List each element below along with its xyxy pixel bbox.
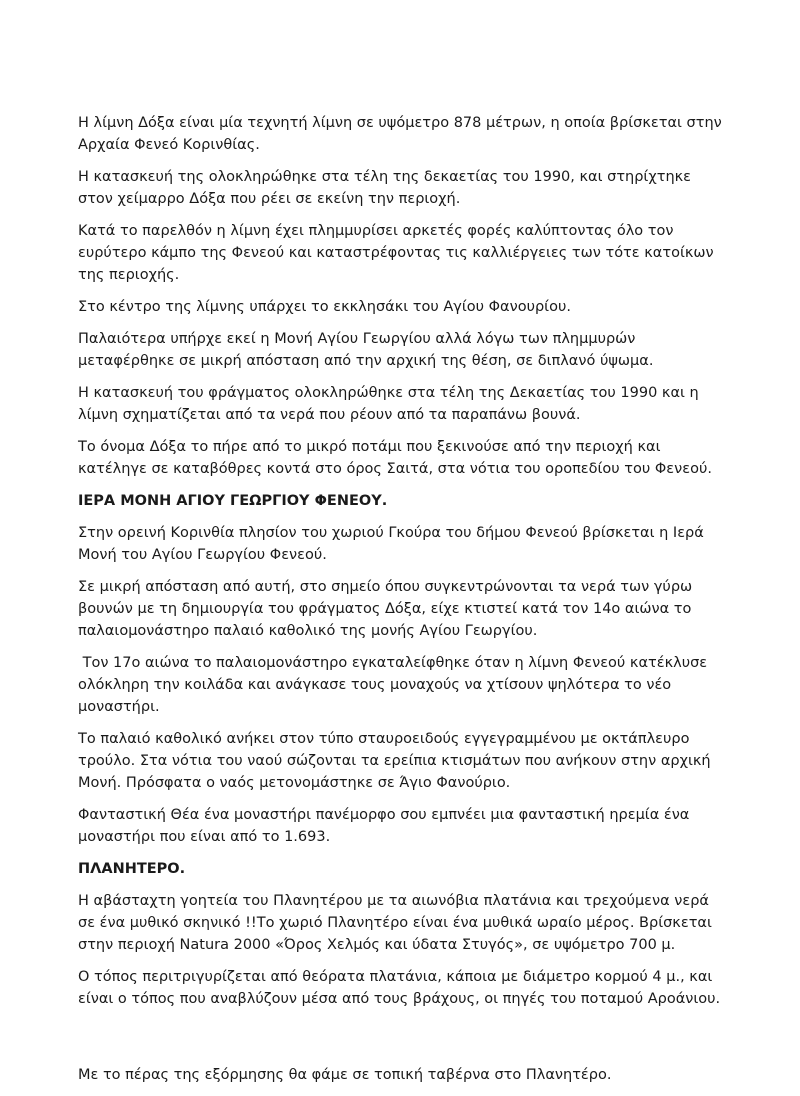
paragraph: Η λίμνη Δόξα είναι μία τεχνητή λίμνη σε υψόμετρο 878 μέτρων, η οποία βρίσκεται στην Αρχαία Φενεό Κορινθίας. xyxy=(78,115,722,153)
closing-paragraph: Με το πέρας της εξόρμησης θα φάμε σε τοπική ταβέρνα στο Πλανητέρο. xyxy=(78,1067,612,1083)
paragraph: Η κατασκευή της ολοκληρώθηκε στα τέλη της δεκαετίας του 1990, και στηρίχτηκε στον χείμαρρο Δόξα που ρέει σε εκείνη την περιοχή. xyxy=(78,169,692,207)
paragraph: Ο τόπος περιτριγυρίζεται από θεόρατα πλατάνια, κάποια με διάμετρο κορμού 4 μ., και είναι ο τόπος που αναβλύζουν μέσα από τους βράχους, οι πηγές του ποταμού Αροάνιου. xyxy=(78,969,721,1007)
paragraph: Το παλαιό καθολικό ανήκει στον τύπο σταυροειδούς εγγεγραμμένου με οκτάπλευρο τρούλο. Στα νότια του ναού σώζονται τα ερείπια κτισμάτων που ανήκουν στην αρχική Μονή. Πρόσφατα ο ναός μετονομάστηκε σε Άγιο Φανούριο. xyxy=(78,731,711,791)
paragraph: Το όνομα Δόξα το πήρε από το μικρό ποτάμι που ξεκινούσε από την περιοχή και κατέληγε σε καταβόθρες κοντά στο όρος Σαιτά, στα νότια του οροπεδίου του Φενεού. xyxy=(78,439,712,477)
paragraph: Η αβάσταχτη γοητεία του Πλανητέρου με τα αιωνόβια πλατάνια και τρεχούμενα νερά σε ένα μυθικό σκηνικό !!Το χωριό Πλανητέρο είναι ένα μυθικά ωραίο μέρος. Βρίσκεται στην περιοχή Natura 2000 «Όρος Χελμός και ύδατα Στυγός», σε υψόμετρο 700 μ. xyxy=(78,893,712,953)
paragraph: Η κατασκευή του φράγματος ολοκληρώθηκε στα τέλη της Δεκαετίας του 1990 και η λίμνη σχηματίζεται από τα νερά που ρέουν από τα παραπάνω βουνά. xyxy=(78,385,699,423)
paragraph: Τον 17ο αιώνα το παλαιομονάστηρο εγκαταλείφθηκε όταν η λίμνη Φενεού κατέκλυσε ολόκληρη την κοιλάδα και ανάγκασε τους μοναχούς να χτίσουν ψηλότερα το νέο μοναστήρι. xyxy=(78,655,712,715)
document-page xyxy=(78,112,728,1096)
paragraph: Στην ορεινή Κορινθία πλησίον του χωριού Γκούρα του δήμου Φενεού βρίσκεται η Ιερά Μονή του Αγίου Γεωργίου Φενεού. xyxy=(78,525,704,563)
paragraph: Κατά το παρελθόν η λίμνη έχει πλημμυρίσει αρκετές φορές καλύπτοντας όλο τον ευρύτερο κάμπο της Φενεού και καταστρέφοντας τις καλλιέργειες των τότε κατοίκων της περιοχής. xyxy=(78,223,714,283)
paragraph: Στο κέντρο της λίμνης υπάρχει το εκκλησάκι του Αγίου Φανουρίου. xyxy=(78,299,571,315)
section-heading-monastery: ΙΕΡΑ ΜΟΝΗ ΑΓΙΟΥ ΓΕΩΡΓΙΟΥ ΦΕΝΕΟΥ. xyxy=(78,493,388,509)
paragraph: Φανταστική Θέα ένα μοναστήρι πανέμορφο σου εμπνέει μια φανταστική ηρεμία ένα μοναστήρι που είναι από το 1.693. xyxy=(78,807,690,845)
section-heading-planitero: ΠΛΑΝΗΤΕΡΟ. xyxy=(78,861,186,877)
paragraph: Σε μικρή απόσταση από αυτή, στο σημείο όπου συγκεντρώνονται τα νερά των γύρω βουνών με τη δημιουργία του φράγματος Δόξα, είχε κτιστεί κατά τον 14ο αιώνα το παλαιομονάστηρο παλαιό καθολικό της μονής Αγίου Γεωργίου. xyxy=(78,579,693,639)
paragraph: Παλαιότερα υπήρχε εκεί η Μονή Αγίου Γεωργίου αλλά λόγω των πλημμυρών μεταφέρθηκε σε μικρή απόσταση από την αρχική της θέση, σε διπλανό ύψωμα. xyxy=(78,331,654,369)
spacer xyxy=(78,1020,728,1064)
